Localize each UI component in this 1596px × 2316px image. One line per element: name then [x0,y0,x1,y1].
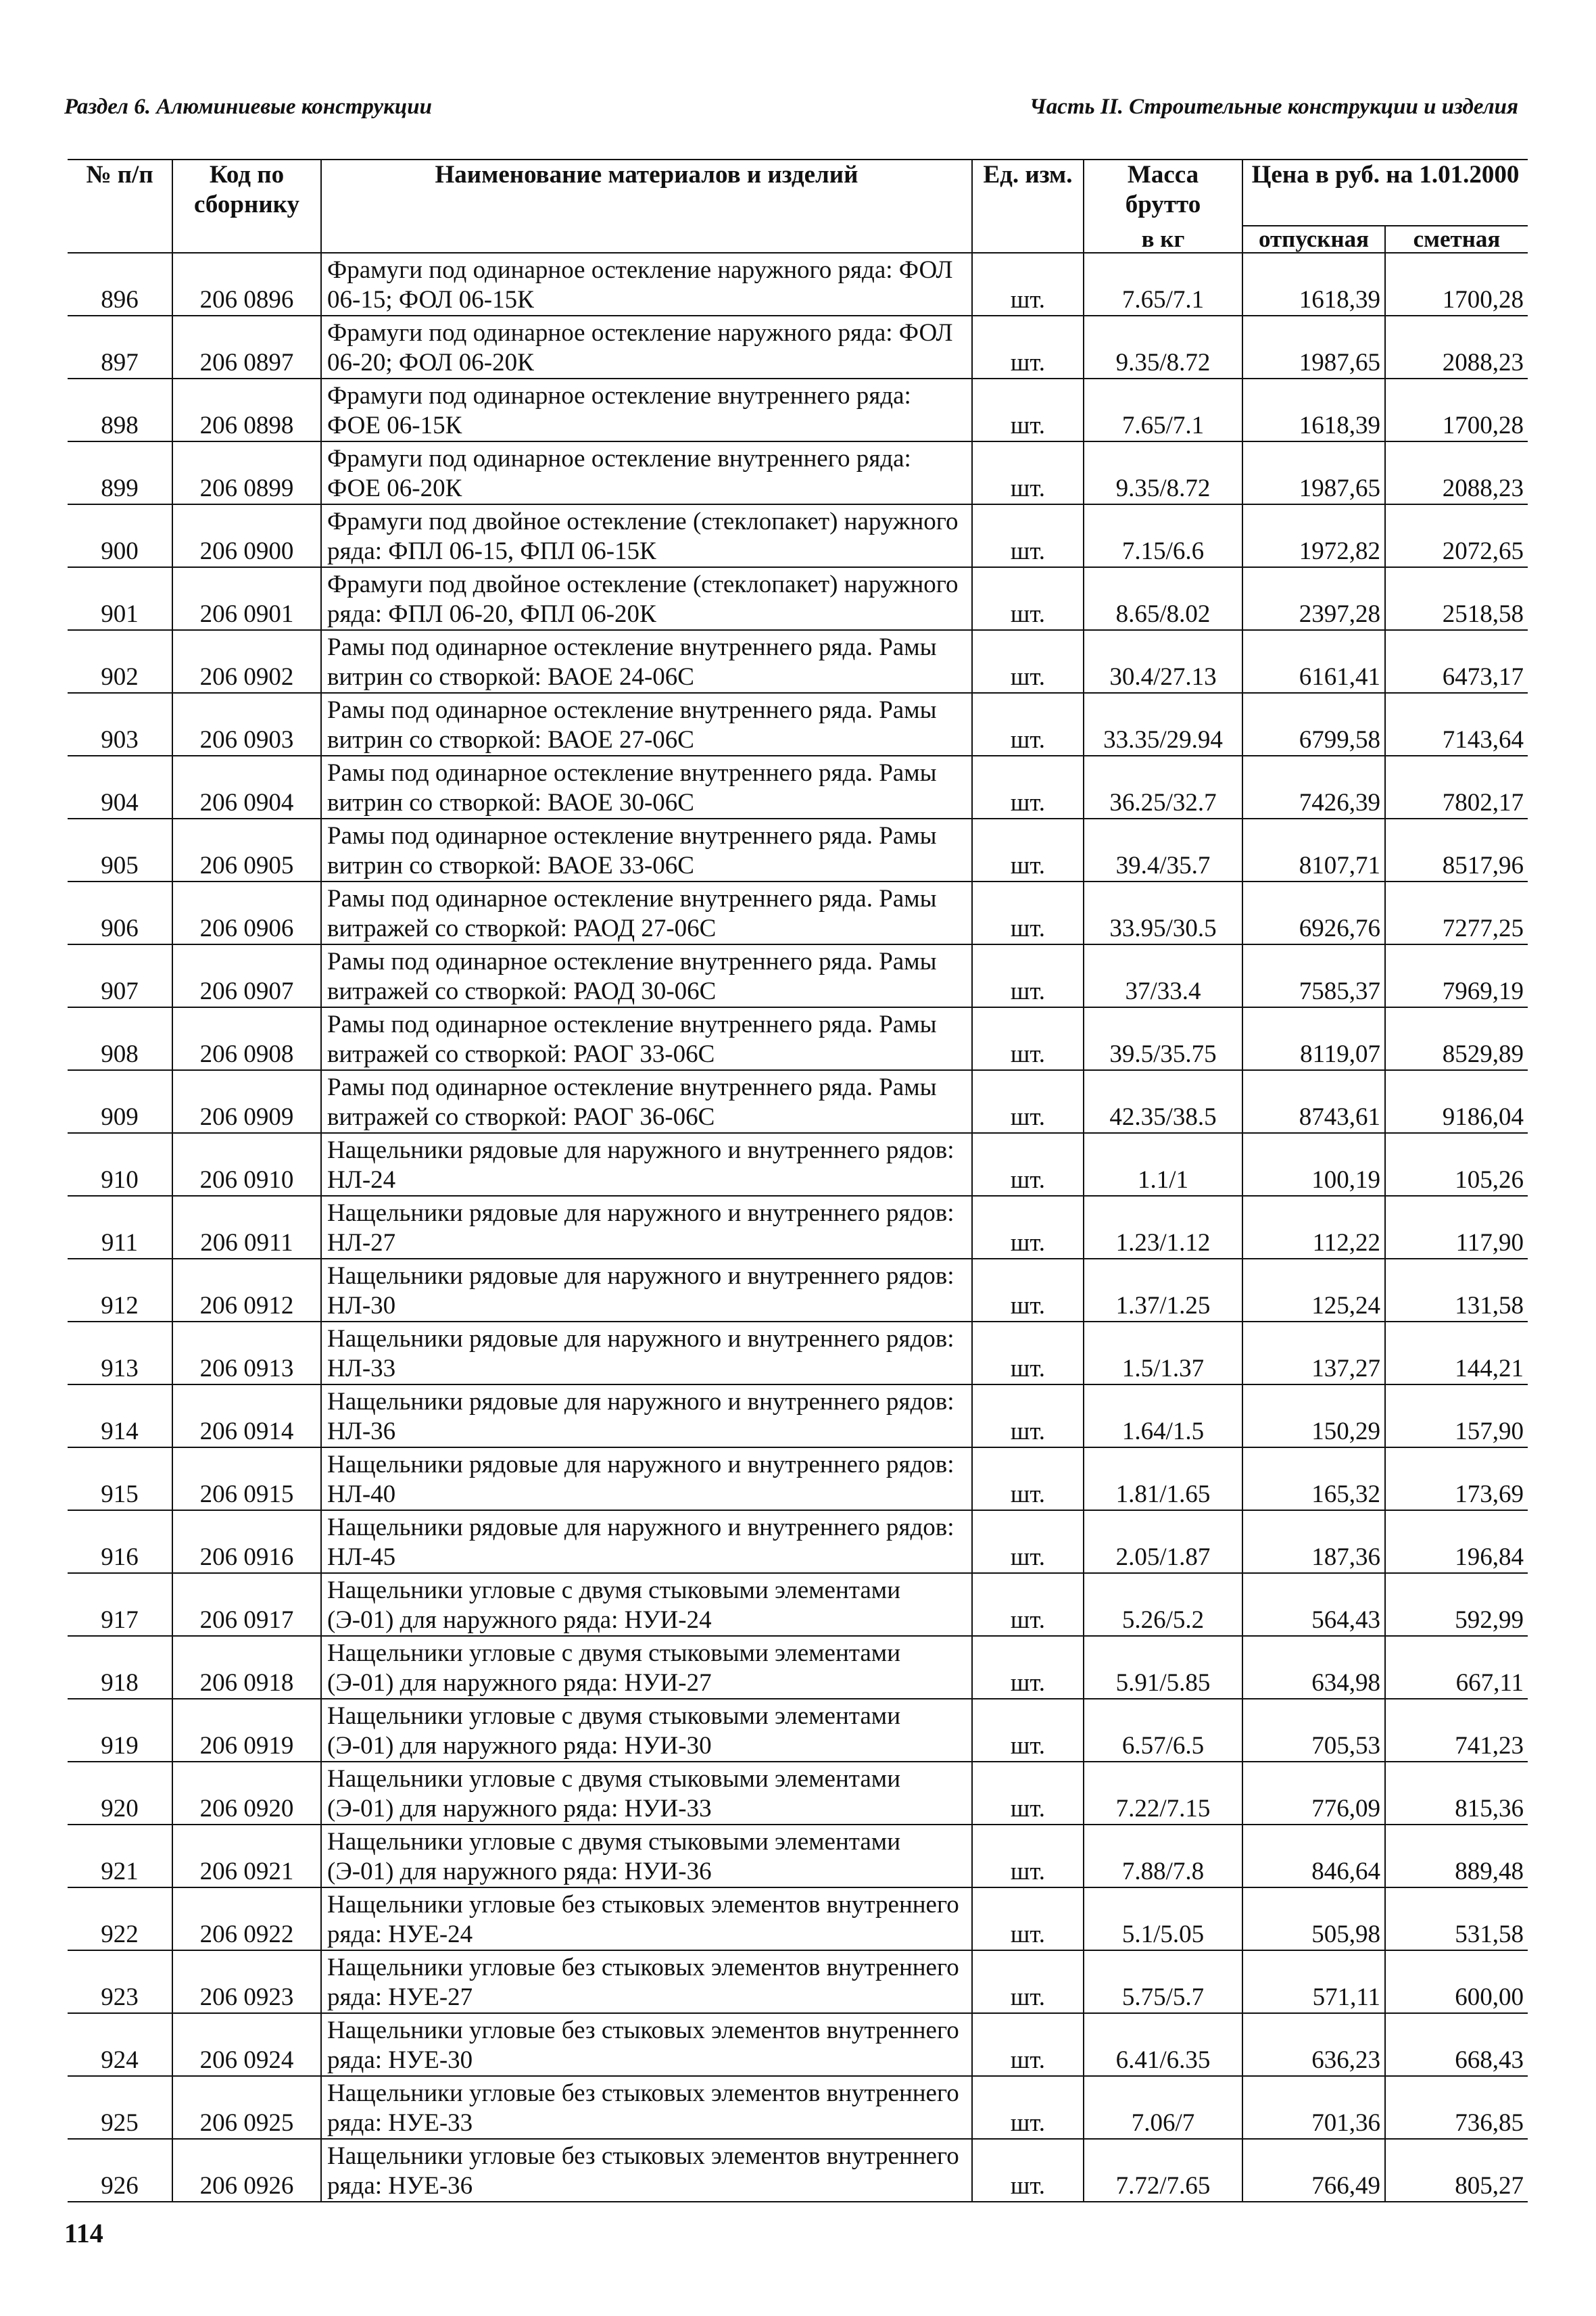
row-unit: шт. [972,1636,1084,1699]
row-unit: шт. [972,1133,1084,1196]
row-estimate-price: 7802,17 [1385,756,1528,819]
row-name: Нащельники угловые без стыковых элементов внутреннего ряда: НУЕ-30 [321,2013,972,2076]
row-number: 923 [68,1950,172,2013]
row-code: 206 0915 [172,1447,321,1510]
row-estimate-price: 667,11 [1385,1636,1528,1699]
row-number: 925 [68,2076,172,2139]
row-code: 206 0903 [172,693,321,756]
row-mass: 5.1/5.05 [1084,1887,1242,1950]
row-mass: 37/33.4 [1084,944,1242,1007]
row-name: Нащельники угловые без стыковых элементов внутреннего ряда: НУЕ-24 [321,1887,972,1950]
row-mass: 5.91/5.85 [1084,1636,1242,1699]
row-code: 206 0910 [172,1133,321,1196]
row-mass: 7.22/7.15 [1084,1762,1242,1825]
row-unit: шт. [972,1573,1084,1636]
row-estimate-price: 7143,64 [1385,693,1528,756]
row-name: Нащельники угловые без стыковых элементов внутреннего ряда: НУЕ-33 [321,2076,972,2139]
row-number: 902 [68,630,172,693]
row-mass: 39.4/35.7 [1084,819,1242,882]
row-mass: 6.57/6.5 [1084,1699,1242,1762]
row-estimate-price: 196,84 [1385,1510,1528,1573]
row-number: 897 [68,316,172,379]
row-unit: шт. [972,2076,1084,2139]
row-release-price: 701,36 [1242,2076,1385,2139]
row-mass: 33.35/29.94 [1084,693,1242,756]
table-row [68,1070,1528,1133]
row-estimate-price: 2072,65 [1385,504,1528,567]
table-row [68,253,1528,316]
table-row [68,819,1528,882]
row-name: Рамы под одинарное остекление внутреннего ряда. Рамы витрин со створкой: ВАОЕ 27-06С [321,693,972,756]
row-code: 206 0921 [172,1825,321,1887]
row-unit: шт. [972,504,1084,567]
table-row [68,1133,1528,1196]
table-body [68,253,1528,2202]
row-release-price: 187,36 [1242,1510,1385,1573]
row-release-price: 1618,39 [1242,379,1385,441]
row-name: Фрамуги под одинарное остекление внутреннего ряда: ФОЕ 06-20К [321,441,972,504]
row-code: 206 0919 [172,1699,321,1762]
row-estimate-price: 815,36 [1385,1762,1528,1825]
row-mass: 36.25/32.7 [1084,756,1242,819]
row-number: 911 [68,1196,172,1259]
row-name: Фрамуги под одинарное остекление внутреннего ряда: ФОЕ 06-15К [321,379,972,441]
row-number: 921 [68,1825,172,1887]
row-unit: шт. [972,693,1084,756]
row-unit: шт. [972,1825,1084,1887]
row-name: Рамы под одинарное остекление внутреннего ряда. Рамы витрин со створкой: ВАОЕ 24-06С [321,630,972,693]
table-row [68,1007,1528,1070]
row-number: 906 [68,882,172,944]
row-number: 918 [68,1636,172,1699]
row-number: 910 [68,1133,172,1196]
row-unit: шт. [972,1259,1084,1322]
row-release-price: 137,27 [1242,1322,1385,1384]
row-mass: 6.41/6.35 [1084,2013,1242,2076]
col-header-estimate: сметная [1385,226,1528,253]
row-mass: 7.06/7 [1084,2076,1242,2139]
row-release-price: 6926,76 [1242,882,1385,944]
row-code: 206 0920 [172,1762,321,1825]
row-release-price: 571,11 [1242,1950,1385,2013]
materials-price-table [68,159,1528,2202]
row-name: Фрамуги под двойное остекление (стеклопакет) наружного ряда: ФПЛ 06-20, ФПЛ 06-20К [321,567,972,630]
row-release-price: 766,49 [1242,2139,1385,2202]
table-row [68,316,1528,379]
row-code: 206 0912 [172,1259,321,1322]
row-release-price: 1987,65 [1242,441,1385,504]
row-number: 905 [68,819,172,882]
row-mass: 5.26/5.2 [1084,1573,1242,1636]
table-row [68,1887,1528,1950]
col-header-name: Наименование материалов и изделий [321,160,972,253]
row-code: 206 0905 [172,819,321,882]
row-estimate-price: 592,99 [1385,1573,1528,1636]
part-header: Часть II. Строительные конструкции и изделия [1030,95,1518,119]
row-number: 922 [68,1887,172,1950]
table-row [68,2013,1528,2076]
row-code: 206 0898 [172,379,321,441]
row-name: Нащельники угловые без стыковых элементов внутреннего ряда: НУЕ-36 [321,2139,972,2202]
row-estimate-price: 889,48 [1385,1825,1528,1887]
row-release-price: 705,53 [1242,1699,1385,1762]
row-estimate-price: 2518,58 [1385,567,1528,630]
row-release-price: 1972,82 [1242,504,1385,567]
row-release-price: 100,19 [1242,1133,1385,1196]
row-name: Рамы под одинарное остекление внутреннего ряда. Рамы витражей со створкой: РАОД 30-06С [321,944,972,1007]
row-unit: шт. [972,1447,1084,1510]
row-unit: шт. [972,882,1084,944]
col-header-mass-unit: в кг [1084,226,1242,253]
row-unit: шт. [972,2013,1084,2076]
row-estimate-price: 7277,25 [1385,882,1528,944]
row-release-price: 776,09 [1242,1762,1385,1825]
row-name: Рамы под одинарное остекление внутреннего ряда. Рамы витрин со створкой: ВАОЕ 30-06С [321,756,972,819]
row-code: 206 0900 [172,504,321,567]
row-release-price: 634,98 [1242,1636,1385,1699]
row-unit: шт. [972,1007,1084,1070]
row-code: 206 0925 [172,2076,321,2139]
row-unit: шт. [972,1510,1084,1573]
row-estimate-price: 144,21 [1385,1322,1528,1384]
row-estimate-price: 8529,89 [1385,1007,1528,1070]
row-name: Рамы под одинарное остекление внутреннего ряда. Рамы витражей со створкой: РАОД 27-06С [321,882,972,944]
row-number: 914 [68,1384,172,1447]
row-number: 912 [68,1259,172,1322]
row-number: 908 [68,1007,172,1070]
row-code: 206 0901 [172,567,321,630]
row-release-price: 2397,28 [1242,567,1385,630]
table-row [68,756,1528,819]
row-mass: 7.72/7.65 [1084,2139,1242,2202]
row-release-price: 564,43 [1242,1573,1385,1636]
row-release-price: 165,32 [1242,1447,1385,1510]
row-name: Рамы под одинарное остекление внутреннего ряда. Рамы витражей со створкой: РАОГ 36-06С [321,1070,972,1133]
row-mass: 42.35/38.5 [1084,1070,1242,1133]
table-row [68,2139,1528,2202]
row-name: Нащельники угловые с двумя стыковыми элементами (Э-01) для наружного ряда: НУИ-27 [321,1636,972,1699]
row-unit: шт. [972,1699,1084,1762]
row-unit: шт. [972,630,1084,693]
row-mass: 1.23/1.12 [1084,1196,1242,1259]
row-release-price: 1618,39 [1242,253,1385,316]
table-row [68,2076,1528,2139]
row-name: Нащельники рядовые для наружного и внутреннего рядов: НЛ-27 [321,1196,972,1259]
row-unit: шт. [972,441,1084,504]
row-name: Рамы под одинарное остекление внутреннего ряда. Рамы витрин со створкой: ВАОЕ 33-06С [321,819,972,882]
row-code: 206 0913 [172,1322,321,1384]
row-mass: 9.35/8.72 [1084,316,1242,379]
row-name: Фрамуги под одинарное остекление наружного ряда: ФОЛ 06-20; ФОЛ 06-20К [321,316,972,379]
row-estimate-price: 736,85 [1385,2076,1528,2139]
row-unit: шт. [972,567,1084,630]
row-release-price: 150,29 [1242,1384,1385,1447]
row-code: 206 0906 [172,882,321,944]
table-row [68,441,1528,504]
row-mass: 7.15/6.6 [1084,504,1242,567]
row-number: 907 [68,944,172,1007]
row-mass: 1.81/1.65 [1084,1447,1242,1510]
table-row [68,1447,1528,1510]
row-estimate-price: 7969,19 [1385,944,1528,1007]
table-row [68,1510,1528,1573]
row-number: 917 [68,1573,172,1636]
row-unit: шт. [972,2139,1084,2202]
row-name: Нащельники рядовые для наружного и внутреннего рядов: НЛ-45 [321,1510,972,1573]
table-row [68,379,1528,441]
row-unit: шт. [972,1196,1084,1259]
table-row [68,1636,1528,1699]
row-estimate-price: 6473,17 [1385,630,1528,693]
col-header-release: отпускная [1242,226,1385,253]
row-unit: шт. [972,819,1084,882]
row-code: 206 0909 [172,1070,321,1133]
row-mass: 1.37/1.25 [1084,1259,1242,1322]
table-row [68,1950,1528,2013]
row-unit: шт. [972,1762,1084,1825]
row-mass: 1.64/1.5 [1084,1384,1242,1447]
row-estimate-price: 117,90 [1385,1196,1528,1259]
row-code: 206 0897 [172,316,321,379]
row-release-price: 112,22 [1242,1196,1385,1259]
row-estimate-price: 9186,04 [1385,1070,1528,1133]
row-code: 206 0922 [172,1887,321,1950]
row-number: 903 [68,693,172,756]
col-header-unit: Ед. изм. [972,160,1084,253]
row-unit: шт. [972,253,1084,316]
row-code: 206 0896 [172,253,321,316]
table-row [68,882,1528,944]
row-name: Нащельники угловые с двумя стыковыми элементами (Э-01) для наружного ряда: НУИ-33 [321,1762,972,1825]
row-estimate-price: 2088,23 [1385,441,1528,504]
row-number: 919 [68,1699,172,1762]
row-release-price: 636,23 [1242,2013,1385,2076]
row-release-price: 505,98 [1242,1887,1385,1950]
table-row [68,1699,1528,1762]
row-mass: 1.1/1 [1084,1133,1242,1196]
row-name: Нащельники рядовые для наружного и внутреннего рядов: НЛ-24 [321,1133,972,1196]
table-row [68,1762,1528,1825]
row-estimate-price: 157,90 [1385,1384,1528,1447]
row-estimate-price: 805,27 [1385,2139,1528,2202]
row-estimate-price: 531,58 [1385,1887,1528,1950]
row-number: 920 [68,1762,172,1825]
row-code: 206 0924 [172,2013,321,2076]
table-row [68,630,1528,693]
row-unit: шт. [972,379,1084,441]
row-name: Рамы под одинарное остекление внутреннего ряда. Рамы витражей со створкой: РАОГ 33-06С [321,1007,972,1070]
col-header-mass: Масса брутто [1084,160,1242,226]
row-number: 899 [68,441,172,504]
row-release-price: 6161,41 [1242,630,1385,693]
row-estimate-price: 1700,28 [1385,253,1528,316]
row-unit: шт. [972,316,1084,379]
row-unit: шт. [972,1322,1084,1384]
row-release-price: 846,64 [1242,1825,1385,1887]
section-header: Раздел 6. Алюминиевые конструкции [64,95,432,119]
row-code: 206 0907 [172,944,321,1007]
row-number: 924 [68,2013,172,2076]
row-estimate-price: 600,00 [1385,1950,1528,2013]
row-name: Фрамуги под двойное остекление (стеклопакет) наружного ряда: ФПЛ 06-15, ФПЛ 06-15К [321,504,972,567]
table-row [68,693,1528,756]
row-name: Фрамуги под одинарное остекление наружного ряда: ФОЛ 06-15; ФОЛ 06-15К [321,253,972,316]
row-mass: 8.65/8.02 [1084,567,1242,630]
row-estimate-price: 2088,23 [1385,316,1528,379]
row-number: 913 [68,1322,172,1384]
row-name: Нащельники угловые с двумя стыковыми элементами (Э-01) для наружного ряда: НУИ-36 [321,1825,972,1887]
table-row [68,1196,1528,1259]
row-code: 206 0923 [172,1950,321,2013]
row-name: Нащельники угловые без стыковых элементов внутреннего ряда: НУЕ-27 [321,1950,972,2013]
row-mass: 7.65/7.1 [1084,253,1242,316]
row-mass: 2.05/1.87 [1084,1510,1242,1573]
row-release-price: 7585,37 [1242,944,1385,1007]
row-release-price: 8119,07 [1242,1007,1385,1070]
row-release-price: 125,24 [1242,1259,1385,1322]
row-name: Нащельники рядовые для наружного и внутреннего рядов: НЛ-33 [321,1322,972,1384]
row-estimate-price: 131,58 [1385,1259,1528,1322]
table-row [68,1573,1528,1636]
row-mass: 30.4/27.13 [1084,630,1242,693]
row-name: Нащельники рядовые для наружного и внутреннего рядов: НЛ-36 [321,1384,972,1447]
row-code: 206 0908 [172,1007,321,1070]
row-release-price: 8107,71 [1242,819,1385,882]
row-unit: шт. [972,1950,1084,2013]
table-row [68,1259,1528,1322]
col-header-code: Код по сборнику [172,160,321,253]
row-unit: шт. [972,756,1084,819]
row-code: 206 0902 [172,630,321,693]
row-number: 900 [68,504,172,567]
row-code: 206 0916 [172,1510,321,1573]
table-row [68,1322,1528,1384]
row-mass: 33.95/30.5 [1084,882,1242,944]
row-code: 206 0926 [172,2139,321,2202]
row-name: Нащельники угловые с двумя стыковыми элементами (Э-01) для наружного ряда: НУИ-24 [321,1573,972,1636]
row-name: Нащельники рядовые для наружного и внутреннего рядов: НЛ-40 [321,1447,972,1510]
row-mass: 1.5/1.37 [1084,1322,1242,1384]
row-unit: шт. [972,944,1084,1007]
row-number: 896 [68,253,172,316]
page-number: 114 [64,2218,103,2248]
row-number: 904 [68,756,172,819]
row-unit: шт. [972,1384,1084,1447]
row-estimate-price: 668,43 [1385,2013,1528,2076]
row-code: 206 0917 [172,1573,321,1636]
row-estimate-price: 1700,28 [1385,379,1528,441]
row-estimate-price: 8517,96 [1385,819,1528,882]
table-row [68,1825,1528,1887]
row-unit: шт. [972,1070,1084,1133]
row-release-price: 8743,61 [1242,1070,1385,1133]
row-release-price: 1987,65 [1242,316,1385,379]
row-mass: 9.35/8.72 [1084,441,1242,504]
col-header-price: Цена в руб. на 1.01.2000 [1242,160,1528,226]
row-estimate-price: 173,69 [1385,1447,1528,1510]
row-release-price: 7426,39 [1242,756,1385,819]
row-code: 206 0914 [172,1384,321,1447]
row-mass: 5.75/5.7 [1084,1950,1242,2013]
row-code: 206 0911 [172,1196,321,1259]
row-mass: 7.65/7.1 [1084,379,1242,441]
row-number: 915 [68,1447,172,1510]
row-code: 206 0904 [172,756,321,819]
row-code: 206 0918 [172,1636,321,1699]
row-unit: шт. [972,1887,1084,1950]
row-name: Нащельники угловые с двумя стыковыми элементами (Э-01) для наружного ряда: НУИ-30 [321,1699,972,1762]
row-number: 926 [68,2139,172,2202]
row-number: 901 [68,567,172,630]
row-number: 916 [68,1510,172,1573]
row-estimate-price: 105,26 [1385,1133,1528,1196]
row-mass: 39.5/35.75 [1084,1007,1242,1070]
row-name: Нащельники рядовые для наружного и внутреннего рядов: НЛ-30 [321,1259,972,1322]
row-number: 909 [68,1070,172,1133]
row-code: 206 0899 [172,441,321,504]
table-row [68,504,1528,567]
row-mass: 7.88/7.8 [1084,1825,1242,1887]
row-number: 898 [68,379,172,441]
table-row [68,1384,1528,1447]
row-release-price: 6799,58 [1242,693,1385,756]
table-row [68,567,1528,630]
col-header-num: № п/п [68,160,172,253]
table-row [68,944,1528,1007]
row-estimate-price: 741,23 [1385,1699,1528,1762]
